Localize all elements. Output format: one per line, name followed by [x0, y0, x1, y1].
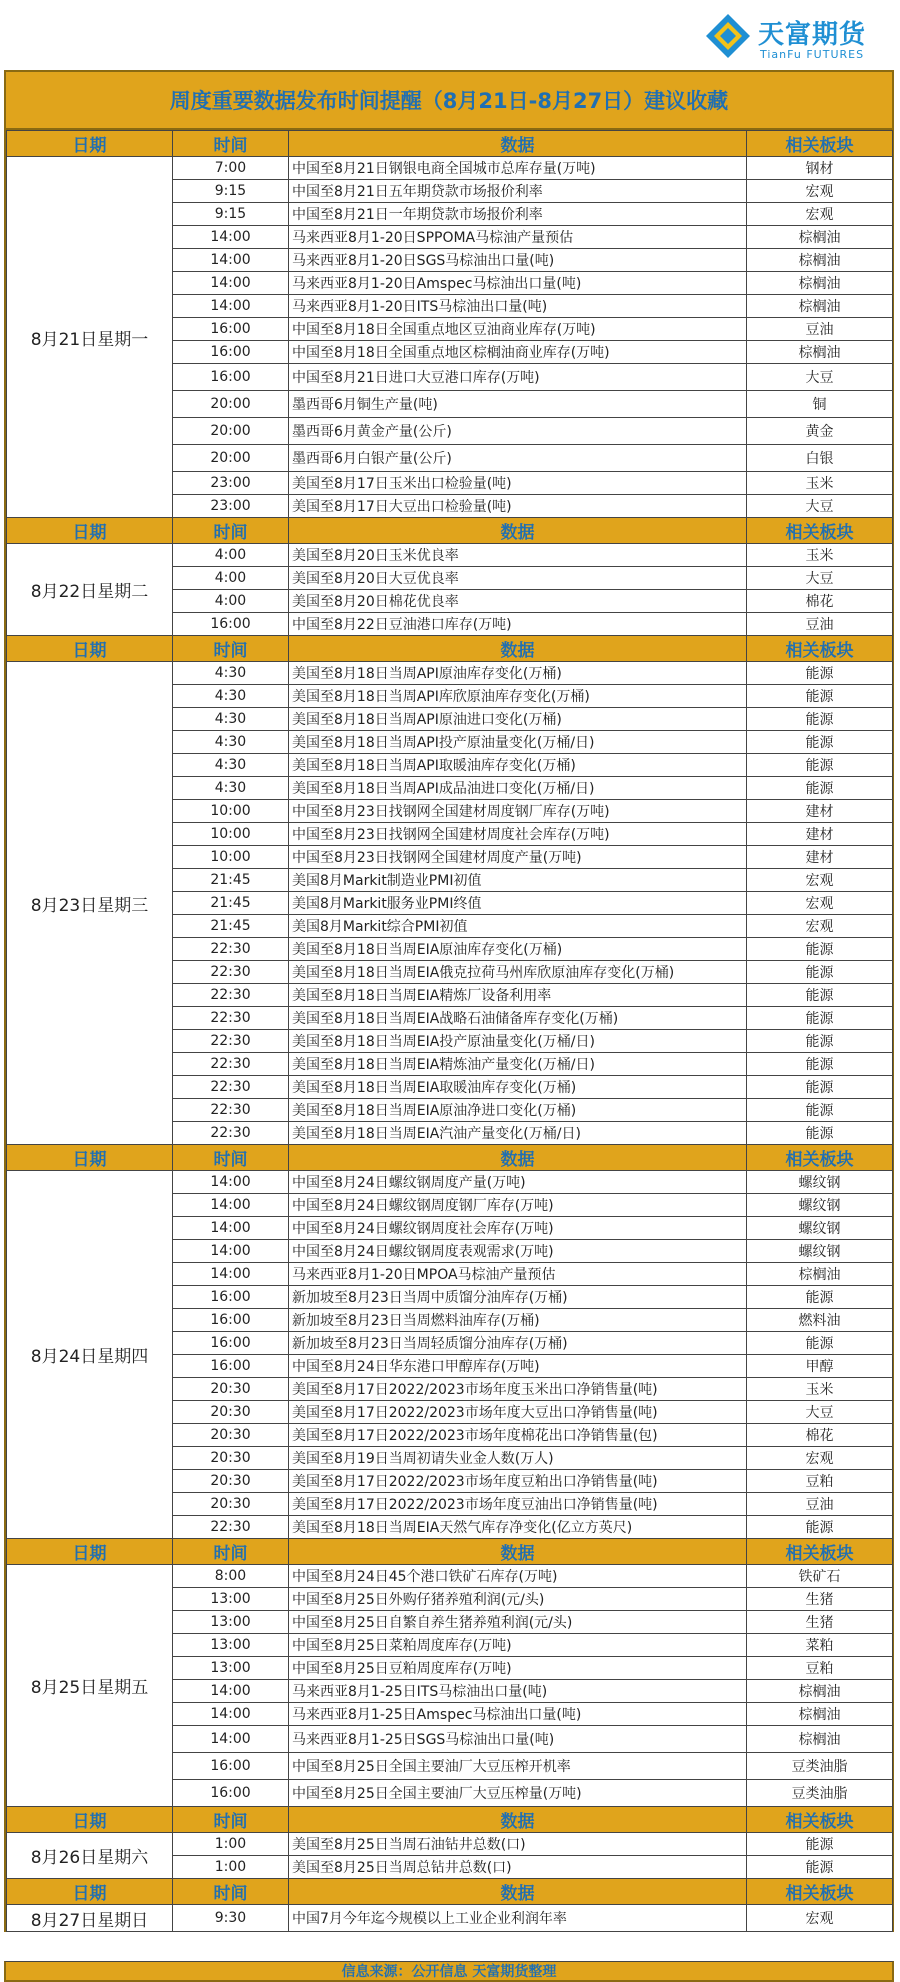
day-date-cell: 8月25日星期五: [7, 1565, 173, 1807]
data-item: 美国至8月18日当周EIA精炼油产量变化(万桶/日): [289, 1053, 747, 1076]
column-header-row: [7, 131, 893, 157]
header-time: 时间: [173, 1539, 289, 1565]
column-header-row: [7, 518, 893, 544]
data-item: 美国至8月20日玉米优良率: [289, 544, 747, 567]
header-sector: 相关板块: [747, 1145, 893, 1171]
release-time: 16:00: [173, 1309, 289, 1332]
sector-cell: 能源: [747, 1516, 893, 1539]
data-item: 美国至8月18日当周EIA战略石油储备库存变化(万桶): [289, 1007, 747, 1030]
sector-cell: 能源: [747, 1833, 893, 1856]
table-row: [7, 544, 893, 567]
data-item: 中国至8月22日豆油港口库存(万吨): [289, 613, 747, 636]
header-date: 日期: [7, 1879, 173, 1905]
sector-cell: 棕榈油: [747, 341, 893, 364]
sector-cell: 宏观: [747, 1447, 893, 1470]
release-time: 16:00: [173, 1780, 289, 1807]
release-time: 22:30: [173, 961, 289, 984]
sector-cell: 能源: [747, 1856, 893, 1879]
data-item: 中国至8月24日45个港口铁矿石库存(万吨): [289, 1565, 747, 1588]
sector-cell: 建材: [747, 823, 893, 846]
sector-cell: 棕榈油: [747, 1703, 893, 1726]
sector-cell: 螺纹钢: [747, 1240, 893, 1263]
sector-cell: 宏观: [747, 915, 893, 938]
column-header-row: [7, 1539, 893, 1565]
sector-cell: 豆类油脂: [747, 1780, 893, 1807]
release-time: 14:00: [173, 295, 289, 318]
header-date: 日期: [7, 1807, 173, 1833]
sector-cell: 棕榈油: [747, 295, 893, 318]
release-time: 9:15: [173, 180, 289, 203]
sector-cell: 能源: [747, 961, 893, 984]
data-item: 美国至8月20日棉花优良率: [289, 590, 747, 613]
release-time: 20:30: [173, 1493, 289, 1516]
day-date-cell: 8月23日星期三: [7, 662, 173, 1145]
release-time: 4:00: [173, 567, 289, 590]
data-item: 美国至8月17日大豆出口检验量(吨): [289, 495, 747, 518]
data-item: 马来西亚8月1-20日ITS马棕油出口量(吨): [289, 295, 747, 318]
sector-cell: 大豆: [747, 495, 893, 518]
release-time: 20:30: [173, 1424, 289, 1447]
release-time: 9:15: [173, 203, 289, 226]
sector-cell: 白银: [747, 445, 893, 472]
data-item: 中国至8月25日菜粕周度库存(万吨): [289, 1634, 747, 1657]
sector-cell: 能源: [747, 938, 893, 961]
sector-cell: 能源: [747, 754, 893, 777]
header-sector: 相关板块: [747, 1879, 893, 1905]
table-row: [7, 1905, 893, 1932]
release-time: 14:00: [173, 226, 289, 249]
sector-cell: 宏观: [747, 892, 893, 915]
data-item: 马来西亚8月1-25日SGS马棕油出口量(吨): [289, 1726, 747, 1753]
sector-cell: 玉米: [747, 472, 893, 495]
data-item: 美国8月Markit制造业PMI初值: [289, 869, 747, 892]
footer-source: 信息来源：公开信息 天富期货整理: [4, 1961, 894, 1982]
data-item: 美国至8月18日当周API投产原油量变化(万桶/日): [289, 731, 747, 754]
sector-cell: 棕榈油: [747, 272, 893, 295]
sector-cell: 铁矿石: [747, 1565, 893, 1588]
sector-cell: 豆油: [747, 318, 893, 341]
data-item: 墨西哥6月白银产量(公斤): [289, 445, 747, 472]
data-item: 美国至8月18日当周EIA原油净进口变化(万桶): [289, 1099, 747, 1122]
data-item: 美国至8月18日当周EIA投产原油量变化(万桶/日): [289, 1030, 747, 1053]
header-data: 数据: [289, 518, 747, 544]
sector-cell: 豆粕: [747, 1657, 893, 1680]
release-time: 22:30: [173, 984, 289, 1007]
release-time: 10:00: [173, 846, 289, 869]
sector-cell: 豆油: [747, 1493, 893, 1516]
data-item: 中国至8月23日找钢网全国建材周度钢厂库存(万吨): [289, 800, 747, 823]
data-item: 美国至8月18日当周API库欣原油库存变化(万桶): [289, 685, 747, 708]
sector-cell: 能源: [747, 1053, 893, 1076]
day-date-cell: 8月24日星期四: [7, 1171, 173, 1539]
release-time: 20:30: [173, 1401, 289, 1424]
sector-cell: 铜: [747, 391, 893, 418]
release-time: 4:30: [173, 662, 289, 685]
data-item: 美国至8月17日2022/2023市场年度玉米出口净销售量(吨): [289, 1378, 747, 1401]
release-time: 16:00: [173, 1355, 289, 1378]
data-item: 马来西亚8月1-20日SGS马棕油出口量(吨): [289, 249, 747, 272]
header-time: 时间: [173, 131, 289, 157]
sector-cell: 螺纹钢: [747, 1217, 893, 1240]
data-item: 美国至8月17日2022/2023市场年度大豆出口净销售量(吨): [289, 1401, 747, 1424]
sector-cell: 甲醇: [747, 1355, 893, 1378]
tianfu-logo-icon: [704, 12, 752, 60]
release-time: 4:30: [173, 777, 289, 800]
data-item: 中国至8月25日外购仔猪养殖利润(元/头): [289, 1588, 747, 1611]
data-item: 美国至8月17日玉米出口检验量(吨): [289, 472, 747, 495]
header-data: 数据: [289, 1539, 747, 1565]
column-header-row: [7, 1879, 893, 1905]
sector-cell: 棕榈油: [747, 226, 893, 249]
data-item: 中国至8月24日螺纹钢周度产量(万吨): [289, 1171, 747, 1194]
sector-cell: 宏观: [747, 869, 893, 892]
release-time: 13:00: [173, 1588, 289, 1611]
sector-cell: 能源: [747, 1122, 893, 1145]
header-data: 数据: [289, 636, 747, 662]
release-time: 7:00: [173, 157, 289, 180]
release-time: 20:30: [173, 1447, 289, 1470]
release-time: 1:00: [173, 1833, 289, 1856]
release-time: 22:30: [173, 1053, 289, 1076]
release-time: 16:00: [173, 341, 289, 364]
release-time: 21:45: [173, 892, 289, 915]
release-time: 22:30: [173, 1122, 289, 1145]
day-date-cell: 8月21日星期一: [7, 157, 173, 518]
sector-cell: 螺纹钢: [747, 1171, 893, 1194]
page-title: 周度重要数据发布时间提醒（8月21日-8月27日）建议收藏: [6, 72, 892, 130]
data-item: 马来西亚8月1-20日MPOA马棕油产量预估: [289, 1263, 747, 1286]
data-item: 美国至8月18日当周EIA汽油产量变化(万桶/日): [289, 1122, 747, 1145]
data-item: 美国8月Markit服务业PMI终值: [289, 892, 747, 915]
header-data: 数据: [289, 1879, 747, 1905]
sector-cell: 豆粕: [747, 1470, 893, 1493]
header-sector: 相关板块: [747, 636, 893, 662]
header-time: 时间: [173, 636, 289, 662]
data-item: 中国至8月21日一年期贷款市场报价利率: [289, 203, 747, 226]
sector-cell: 大豆: [747, 1401, 893, 1424]
release-time: 1:00: [173, 1856, 289, 1879]
header-sector: 相关板块: [747, 1807, 893, 1833]
data-item: 墨西哥6月黄金产量(公斤): [289, 418, 747, 445]
header-sector: 相关板块: [747, 1539, 893, 1565]
sector-cell: 能源: [747, 1076, 893, 1099]
data-item: 中国至8月25日全国主要油厂大豆压榨开机率: [289, 1753, 747, 1780]
header-date: 日期: [7, 636, 173, 662]
column-header-row: [7, 1807, 893, 1833]
sector-cell: 能源: [747, 1286, 893, 1309]
release-time: 16:00: [173, 318, 289, 341]
brand-name-en: TianFu FUTURES: [760, 48, 865, 61]
release-time: 20:30: [173, 1378, 289, 1401]
data-item: 美国至8月25日当周石油钻井总数(口): [289, 1833, 747, 1856]
sector-cell: 大豆: [747, 567, 893, 590]
data-item: 中国至8月24日螺纹钢周度钢厂库存(万吨): [289, 1194, 747, 1217]
table-row: [7, 1565, 893, 1588]
release-time: 16:00: [173, 1753, 289, 1780]
release-time: 20:00: [173, 418, 289, 445]
data-item: 美国8月Markit综合PMI初值: [289, 915, 747, 938]
release-time: 23:00: [173, 472, 289, 495]
header-data: 数据: [289, 131, 747, 157]
day-date-cell: 8月27日星期日: [7, 1905, 173, 1932]
sector-cell: 建材: [747, 800, 893, 823]
sector-cell: 豆类油脂: [747, 1753, 893, 1780]
header-date: 日期: [7, 1539, 173, 1565]
data-item: 中国至8月18日全国重点地区豆油商业库存(万吨): [289, 318, 747, 341]
sector-cell: 螺纹钢: [747, 1194, 893, 1217]
release-time: 4:30: [173, 685, 289, 708]
release-time: 13:00: [173, 1634, 289, 1657]
day-date-cell: 8月26日星期六: [7, 1833, 173, 1879]
header: [0, 0, 900, 70]
schedule-frame: [4, 70, 894, 1932]
release-time: 10:00: [173, 823, 289, 846]
data-item: 中国至8月23日找钢网全国建材周度社会库存(万吨): [289, 823, 747, 846]
sector-cell: 棕榈油: [747, 1680, 893, 1703]
header-data: 数据: [289, 1145, 747, 1171]
release-time: 14:00: [173, 272, 289, 295]
header-sector: 相关板块: [747, 131, 893, 157]
data-item: 中国至8月25日全国主要油厂大豆压榨量(万吨): [289, 1780, 747, 1807]
header-time: 时间: [173, 1879, 289, 1905]
data-item: 新加坡至8月23日当周轻质馏分油库存(万桶): [289, 1332, 747, 1355]
release-time: 20:30: [173, 1470, 289, 1493]
sector-cell: 能源: [747, 1030, 893, 1053]
sector-cell: 玉米: [747, 544, 893, 567]
header-time: 时间: [173, 1807, 289, 1833]
release-time: 22:30: [173, 1030, 289, 1053]
column-header-row: [7, 636, 893, 662]
data-item: 新加坡至8月23日当周中质馏分油库存(万桶): [289, 1286, 747, 1309]
sector-cell: 能源: [747, 1007, 893, 1030]
release-time: 14:00: [173, 1171, 289, 1194]
data-item: 中国至8月21日进口大豆港口库存(万吨): [289, 364, 747, 391]
release-time: 4:00: [173, 590, 289, 613]
release-time: 4:00: [173, 544, 289, 567]
header-time: 时间: [173, 518, 289, 544]
data-item: 中国至8月24日螺纹钢周度社会库存(万吨): [289, 1217, 747, 1240]
release-time: 9:30: [173, 1905, 289, 1932]
release-time: 10:00: [173, 800, 289, 823]
sector-cell: 能源: [747, 662, 893, 685]
data-item: 美国至8月18日当周EIA精炼厂设备利用率: [289, 984, 747, 1007]
release-time: 14:00: [173, 1703, 289, 1726]
release-time: 22:30: [173, 1099, 289, 1122]
release-time: 4:30: [173, 754, 289, 777]
column-header-row: [7, 1145, 893, 1171]
sector-cell: 能源: [747, 984, 893, 1007]
table-row: [7, 157, 893, 180]
sector-cell: 棕榈油: [747, 249, 893, 272]
sector-cell: 能源: [747, 685, 893, 708]
release-time: 22:30: [173, 1076, 289, 1099]
header-date: 日期: [7, 131, 173, 157]
release-time: 14:00: [173, 1194, 289, 1217]
release-time: 4:30: [173, 708, 289, 731]
table-row: [7, 1833, 893, 1856]
sector-cell: 燃料油: [747, 1309, 893, 1332]
data-item: 中国至8月25日自繁自养生猪养殖利润(元/头): [289, 1611, 747, 1634]
data-item: 美国至8月17日2022/2023市场年度豆粕出口净销售量(吨): [289, 1470, 747, 1493]
release-time: 16:00: [173, 1332, 289, 1355]
release-time: 22:30: [173, 1516, 289, 1539]
release-time: 8:00: [173, 1565, 289, 1588]
sector-cell: 能源: [747, 708, 893, 731]
schedule-table: [6, 130, 893, 1932]
sector-cell: 棉花: [747, 1424, 893, 1447]
release-time: 16:00: [173, 364, 289, 391]
table-row: [7, 1171, 893, 1194]
release-time: 4:30: [173, 731, 289, 754]
header-time: 时间: [173, 1145, 289, 1171]
data-item: 美国至8月20日大豆优良率: [289, 567, 747, 590]
release-time: 16:00: [173, 613, 289, 636]
data-item: 美国至8月18日当周EIA取暖油库存变化(万桶): [289, 1076, 747, 1099]
brand-logo: [704, 10, 884, 66]
sector-cell: 宏观: [747, 203, 893, 226]
data-item: 美国至8月17日2022/2023市场年度棉花出口净销售量(包): [289, 1424, 747, 1447]
sector-cell: 棉花: [747, 590, 893, 613]
sector-cell: 黄金: [747, 418, 893, 445]
sector-cell: 建材: [747, 846, 893, 869]
sector-cell: 豆油: [747, 613, 893, 636]
release-time: 20:00: [173, 391, 289, 418]
data-item: 美国至8月17日2022/2023市场年度豆油出口净销售量(吨): [289, 1493, 747, 1516]
sector-cell: 能源: [747, 1099, 893, 1122]
release-time: 13:00: [173, 1657, 289, 1680]
data-item: 美国至8月18日当周API成品油进口变化(万桶/日): [289, 777, 747, 800]
sector-cell: 生猪: [747, 1588, 893, 1611]
sector-cell: 棕榈油: [747, 1263, 893, 1286]
data-item: 美国至8月19日当周初请失业金人数(万人): [289, 1447, 747, 1470]
sector-cell: 宏观: [747, 1905, 893, 1932]
table-row: [7, 662, 893, 685]
release-time: 14:00: [173, 1263, 289, 1286]
release-time: 14:00: [173, 1240, 289, 1263]
release-time: 22:30: [173, 938, 289, 961]
sector-cell: 能源: [747, 777, 893, 800]
data-item: 美国至8月18日当周EIA天然气库存净变化(亿立方英尺): [289, 1516, 747, 1539]
release-time: 20:00: [173, 445, 289, 472]
data-item: 美国至8月25日当周总钻井总数(口): [289, 1856, 747, 1879]
sector-cell: 生猪: [747, 1611, 893, 1634]
data-item: 新加坡至8月23日当周燃料油库存(万桶): [289, 1309, 747, 1332]
release-time: 22:30: [173, 1007, 289, 1030]
release-time: 14:00: [173, 1726, 289, 1753]
data-item: 马来西亚8月1-20日Amspec马棕油出口量(吨): [289, 272, 747, 295]
release-time: 14:00: [173, 1680, 289, 1703]
release-time: 21:45: [173, 869, 289, 892]
sector-cell: 能源: [747, 1332, 893, 1355]
header-sector: 相关板块: [747, 518, 893, 544]
data-item: 中国至8月21日五年期贷款市场报价利率: [289, 180, 747, 203]
data-item: 中国至8月21日钢银电商全国城市总库存量(万吨): [289, 157, 747, 180]
data-item: 中国至8月24日螺纹钢周度表观需求(万吨): [289, 1240, 747, 1263]
data-item: 美国至8月18日当周API原油库存变化(万桶): [289, 662, 747, 685]
release-time: 14:00: [173, 1217, 289, 1240]
data-item: 墨西哥6月铜生产量(吨): [289, 391, 747, 418]
sector-cell: 玉米: [747, 1378, 893, 1401]
sector-cell: 大豆: [747, 364, 893, 391]
sector-cell: 能源: [747, 731, 893, 754]
data-item: 美国至8月18日当周API取暖油库存变化(万桶): [289, 754, 747, 777]
sector-cell: 钢材: [747, 157, 893, 180]
data-item: 马来西亚8月1-20日SPPOMA马棕油产量预估: [289, 226, 747, 249]
sector-cell: 菜粕: [747, 1634, 893, 1657]
release-time: 21:45: [173, 915, 289, 938]
data-item: 中国至8月24日华东港口甲醇库存(万吨): [289, 1355, 747, 1378]
header-date: 日期: [7, 518, 173, 544]
data-item: 中国至8月23日找钢网全国建材周度产量(万吨): [289, 846, 747, 869]
data-item: 美国至8月18日当周API原油进口变化(万桶): [289, 708, 747, 731]
release-time: 16:00: [173, 1286, 289, 1309]
data-item: 中国至8月25日豆粕周度库存(万吨): [289, 1657, 747, 1680]
release-time: 13:00: [173, 1611, 289, 1634]
data-item: 美国至8月18日当周EIA俄克拉荷马州库欣原油库存变化(万桶): [289, 961, 747, 984]
data-item: 中国7月今年迄今规模以上工业企业利润年率: [289, 1905, 747, 1932]
data-item: 中国至8月18日全国重点地区棕榈油商业库存(万吨): [289, 341, 747, 364]
day-date-cell: 8月22日星期二: [7, 544, 173, 636]
data-item: 马来西亚8月1-25日ITS马棕油出口量(吨): [289, 1680, 747, 1703]
release-time: 23:00: [173, 495, 289, 518]
release-time: 14:00: [173, 249, 289, 272]
sector-cell: 棕榈油: [747, 1726, 893, 1753]
header-data: 数据: [289, 1807, 747, 1833]
header-date: 日期: [7, 1145, 173, 1171]
brand-name-cn: 天富期货: [758, 20, 867, 50]
data-item: 马来西亚8月1-25日Amspec马棕油出口量(吨): [289, 1703, 747, 1726]
data-item: 美国至8月18日当周EIA原油库存变化(万桶): [289, 938, 747, 961]
sector-cell: 宏观: [747, 180, 893, 203]
